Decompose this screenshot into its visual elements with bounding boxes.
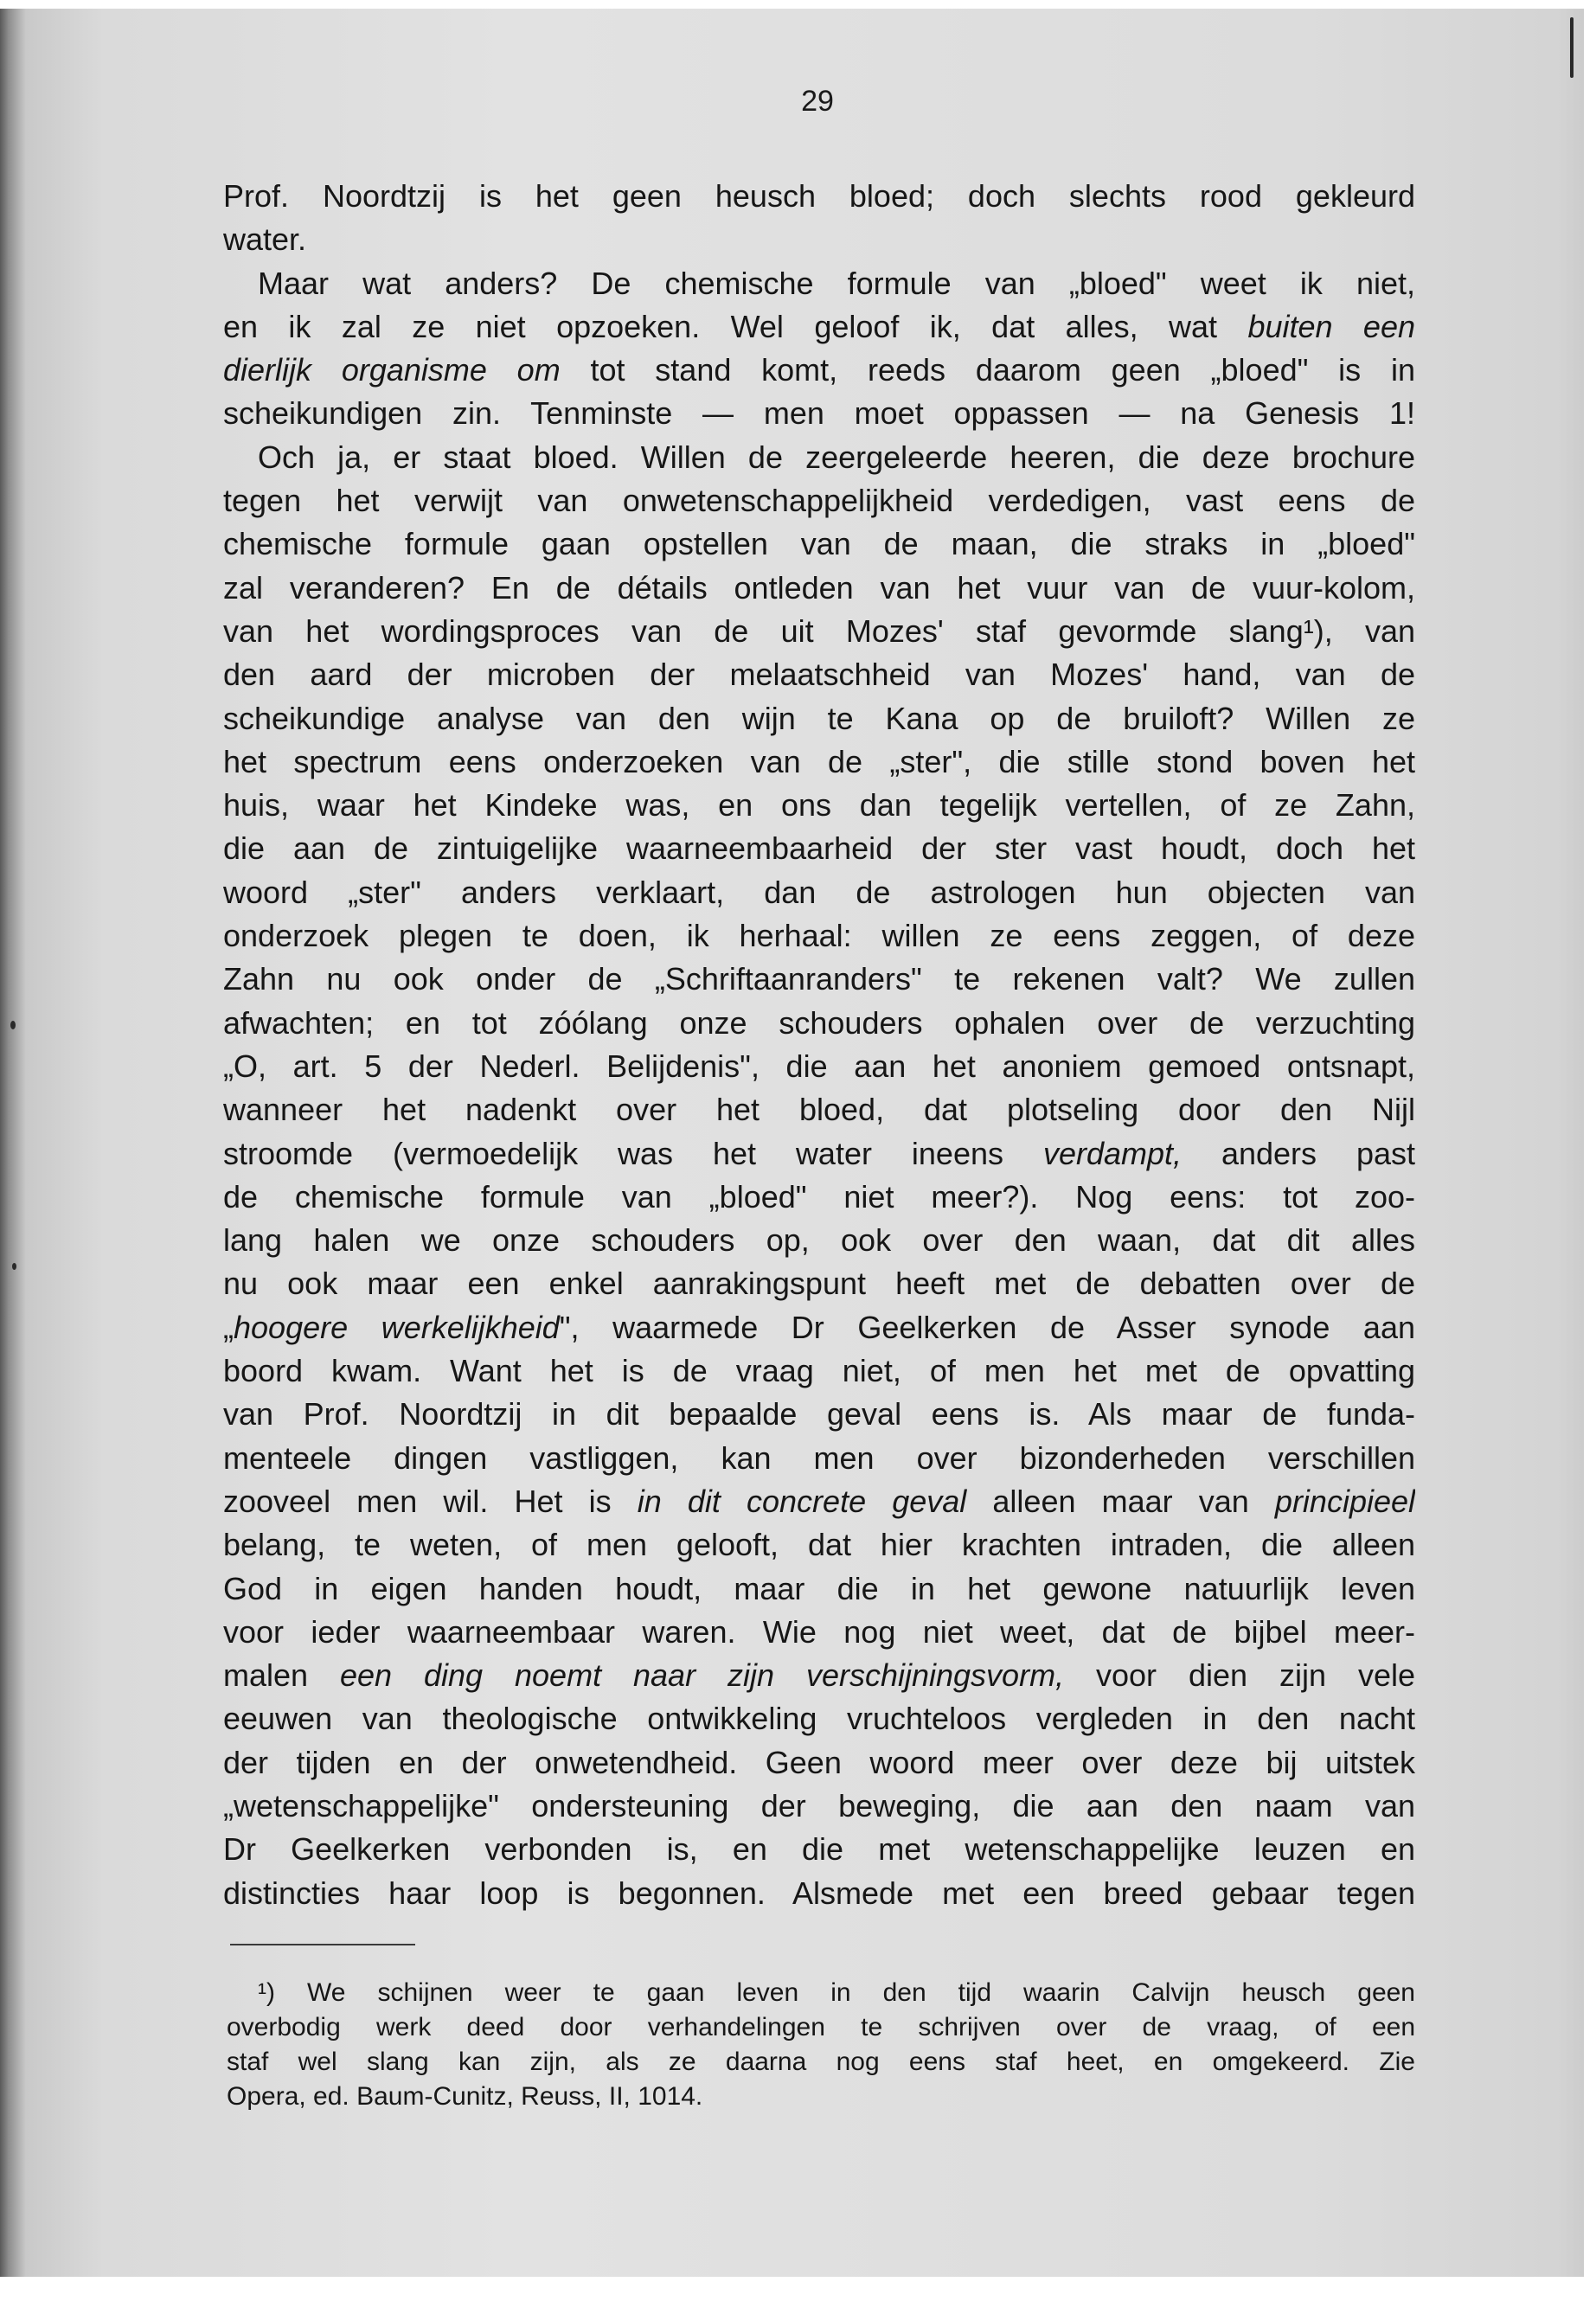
footnote (227, 1976, 1415, 2114)
text-line: Zahn nu ook onder de „Schriftaanranders" te rekenen valt? We zullen (223, 961, 1415, 997)
text-line: „hoogere werkelijkheid", waarmede Dr Geelkerken de Asser synode aan (223, 1309, 1415, 1345)
text-line: dierlijk organisme om tot stand komt, reeds daarom geen „bloed" is in (223, 352, 1415, 388)
text-line: belang, te weten, of men gelooft, dat hier krachten intraden, die alleen (223, 1527, 1415, 1563)
text-line: huis, waar het Kindeke was, en ons dan tegelijk vertellen, of ze Zahn, (223, 787, 1415, 824)
body-text (223, 175, 1415, 1915)
footnote-line: overbodig werk deed door verhandelingen te schrijven over de vraag, of een (227, 2013, 1415, 2041)
dust-speck (12, 1263, 16, 1270)
text-line: zal veranderen? En de détails ontleden van het vuur van de vuur-kolom, (223, 569, 1415, 606)
text-line: scheikundige analyse van den wijn te Kana op de bruiloft? Willen ze (223, 700, 1415, 736)
page-number: 29 (801, 85, 834, 118)
text-line: lang halen we onze schouders op, ook over den waan, dat dit alles (223, 1222, 1415, 1259)
text-line: Maar wat anders? De chemische formule van „bloed" weet ik niet, (258, 265, 1415, 301)
right-margin-strip (1584, 0, 1596, 2301)
text-line: den aard der microben der melaatschheid van Mozes' hand, van de (223, 657, 1415, 693)
text-line: het spectrum eens onderzoeken van de „ster", die stille stond boven het (223, 743, 1415, 779)
text-line: distincties haar loop is begonnen. Alsmede met een breed gebaar tegen (223, 1875, 1415, 1911)
text-line: en ik zal ze niet opzoeken. Wel geloof ik, dat alles, wat buiten een (223, 308, 1415, 344)
text-line: Prof. Noordtzij is het geen heusch bloed; doch slechts rood gekleurd (223, 178, 1415, 214)
text-line: God in eigen handen houdt, maar die in het gewone natuurlijk leven (223, 1570, 1415, 1606)
text-line: Och ja, er staat bloed. Willen de zeergeleerde heeren, die deze brochure (258, 439, 1415, 475)
text-line: wanneer het nadenkt over het bloed, dat plotseling door den Nijl (223, 1092, 1415, 1128)
footnote-line: Opera, ed. Baum-Cunitz, Reuss, II, 1014. (227, 2082, 703, 2111)
text-line: chemische formule gaan opstellen van de maan, die straks in „bloed" (223, 526, 1415, 562)
text-line: boord kwam. Want het is de vraag niet, of men het met de opvatting (223, 1353, 1415, 1389)
text-line: van het wordingsproces van de uit Mozes' staf gevormde slang¹), van (223, 612, 1415, 649)
text-line: „O, art. 5 der Nederl. Belijdenis", die aan het anoniem gemoed ontsnapt, (223, 1048, 1415, 1084)
text-line: water. (223, 221, 307, 258)
text-line: onderzoek plegen te doen, ik herhaal: willen ze eens zeggen, of deze (223, 918, 1415, 954)
text-line: stroomde (vermoedelijk was het water ineens verdampt, anders past (223, 1135, 1415, 1171)
text-line: eeuwen van theologische ontwikkeling vruchteloos vergleden in den nacht (223, 1701, 1415, 1737)
dust-speck (10, 1021, 16, 1029)
text-line: Dr Geelkerken verbonden is, en die met wetenschappelijke leuzen en (223, 1831, 1415, 1868)
text-line: voor ieder waarneembaar waren. Wie nog niet weet, dat de bijbel meer- (223, 1613, 1415, 1650)
text-line: malen een ding noemt naar zijn verschijningsvorm, voor dien zijn vele (223, 1657, 1415, 1694)
text-line: menteele dingen vastliggen, kan men over bizonderheden verschillen (223, 1439, 1415, 1476)
text-line: tegen het verwijt van onwetenschappelijkheid verdedigen, vast eens de (223, 483, 1415, 519)
footnote-line: ¹) We schijnen weer te gaan leven in den tijd waarin Calvijn heusch geen (258, 1978, 1415, 2007)
text-line: van Prof. Noordtzij in dit bepaalde geval eens is. Als maar de funda- (223, 1396, 1415, 1433)
top-margin-strip (0, 0, 1596, 9)
text-line: die aan de zintuigelijke waarneembaarheid der ster vast houdt, doch het (223, 830, 1415, 867)
footnote-rule (230, 1944, 415, 1945)
text-line: woord „ster" anders verklaart, dan de astrologen hun objecten van (223, 874, 1415, 910)
text-line: de chemische formule van „bloed" niet meer?). Nog eens: tot zoo- (223, 1178, 1415, 1215)
text-line: scheikundigen zin. Tenminste — men moet oppassen — na Genesis 1! (223, 395, 1415, 432)
text-line: zooveel men wil. Het is in dit concrete geval alleen maar van principieel (223, 1483, 1415, 1519)
dust-speck (1570, 17, 1574, 78)
footnote-line: staf wel slang kan zijn, als ze daarna nog eens staf heet, en omgekeerd. Zie (227, 2048, 1415, 2076)
text-line: der tijden en der onwetendheid. Geen woord meer over deze bij uitstek (223, 1744, 1415, 1780)
text-line: „wetenschappelijke" ondersteuning der beweging, die aan den naam van (223, 1787, 1415, 1823)
text-line: nu ook maar een enkel aanrakingspunt heeft met de debatten over de (223, 1266, 1415, 1302)
text-line: afwachten; en tot zóólang onze schouders ophalen over de verzuchting (223, 1004, 1415, 1041)
